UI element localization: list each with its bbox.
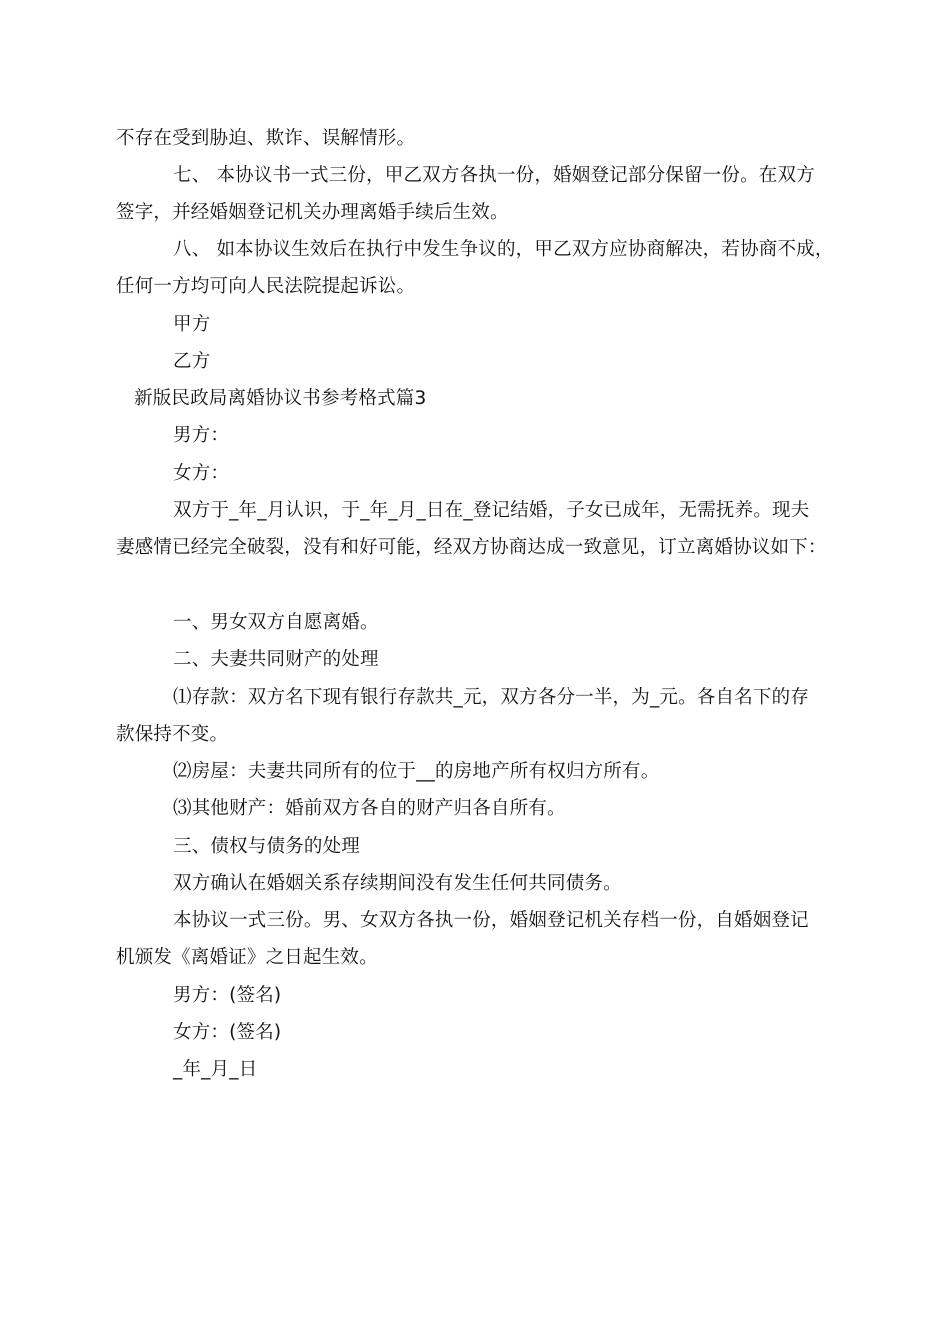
article-three: 三、债权与债务的处理 [173,836,361,857]
debt-statement: 双方确认在婚姻关系存续期间没有发生任何共同债务。 [173,873,622,894]
party-b-label: 乙方 [173,351,211,372]
text-line: 款保持不变。 [116,724,229,745]
section-heading: 新版民政局离婚协议书参考格式篇3 [134,388,427,409]
article-two: 二、夫妻共同财产的处理 [173,649,379,670]
article-one: 一、男女双方自愿离婚。 [173,612,379,633]
item-deposit: ⑴存款：双方名下现有银行存款共_元，双方各分一半，为_元。各自名下的存 [173,687,810,708]
text-line: 任何一方均可向人民法院提起诉讼。 [116,276,416,297]
male-signature-line: 男方：(签名) [173,985,282,1006]
item-house: ⑵房屋：夫妻共同所有的位于__的房地产所有权归方所有。 [173,761,660,782]
party-a-label: 甲方 [173,314,211,335]
effective-clause: 本协议一式三份。男、女双方各执一份，婚姻登记机关存档一份，自婚姻登记 [173,910,809,931]
female-party-label: 女方： [173,463,230,484]
text-line: 不存在受到胁迫、欺诈、误解情形。 [116,128,416,149]
paragraph-intro: 双方于_年_月认识，于_年_月_日在_登记结婚，子女已成年，无需抚养。现夫 [173,500,810,521]
item-other-property: ⑶其他财产：婚前双方各自的财产归各自所有。 [173,798,566,819]
male-party-label: 男方： [173,425,230,446]
clause-eight: 八、 如本协议生效后在执行中发生争议的，甲乙双方应协商解决，若协商不成， [173,239,834,260]
text-line: 妻感情已经完全破裂，没有和好可能，经双方协商达成一致意见，订立离婚协议如下： [116,537,827,558]
date-line: _年_月_日 [173,1059,258,1080]
text-line: 机颁发《离婚证》之日起生效。 [116,947,378,968]
text-line: 签字，并经婚姻登记机关办理离婚手续后生效。 [116,202,509,223]
clause-seven: 七、 本协议书一式三份，甲乙双方各执一份，婚姻登记部分保留一份。在双方 [173,165,815,186]
female-signature-line: 女方：(签名) [173,1022,282,1043]
